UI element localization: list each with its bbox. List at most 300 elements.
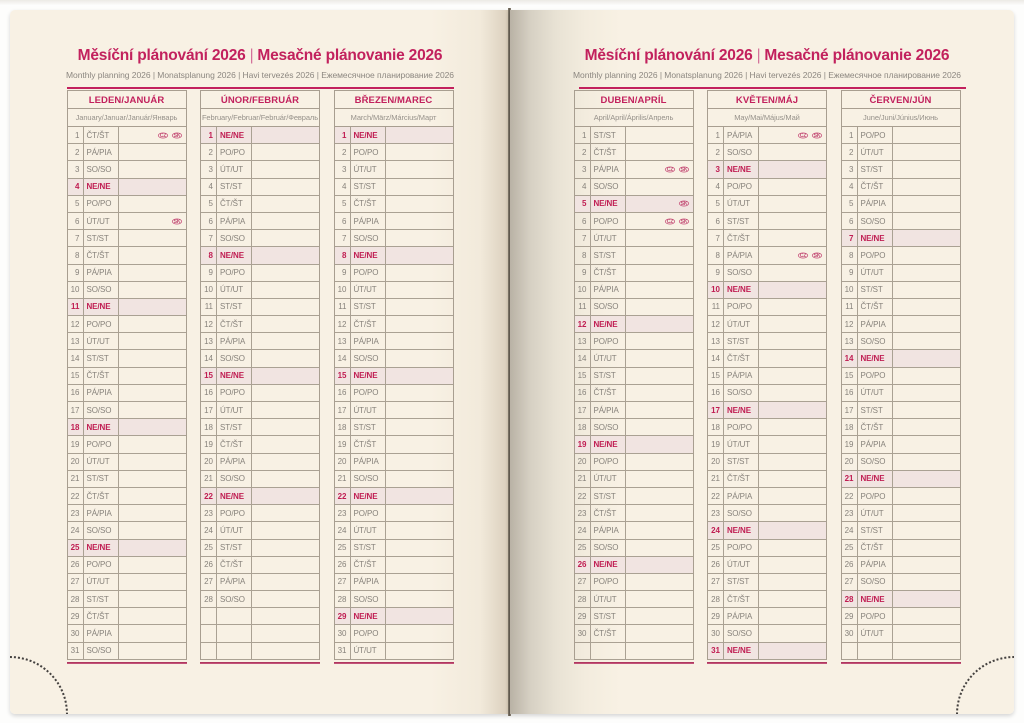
day-name: PÁ/PIA (351, 333, 386, 349)
notes-cell (759, 213, 826, 229)
day-number: 6 (335, 213, 351, 229)
day-number: 28 (575, 591, 591, 607)
notes-cell (386, 127, 453, 143)
day-number: 3 (842, 161, 858, 177)
day-name: SO/SO (84, 643, 119, 659)
day-number: 27 (335, 574, 351, 590)
page-title (10, 46, 510, 66)
day-number: 27 (201, 574, 217, 590)
notes-cell (893, 540, 960, 556)
day-name: ÚT/UT (724, 436, 759, 452)
day-row (201, 350, 319, 367)
notes-cell (386, 625, 453, 641)
day-row (575, 282, 693, 299)
day-name: SO/SO (724, 265, 759, 281)
day-number: 26 (575, 557, 591, 573)
day-name: PO/PO (858, 488, 893, 504)
day-number: 19 (68, 436, 84, 452)
day-name: PO/PO (591, 213, 626, 229)
day-number: 24 (68, 522, 84, 538)
day-row (335, 557, 453, 574)
day-number: 7 (708, 230, 724, 246)
notes-cell (119, 230, 186, 246)
day-row (575, 540, 693, 557)
day-row (575, 608, 693, 625)
day-number: 24 (708, 522, 724, 538)
day-row (708, 436, 826, 453)
months-right (574, 90, 961, 664)
day-row (201, 299, 319, 316)
notes-cell (252, 144, 319, 160)
day-name: ÚT/UT (217, 282, 252, 298)
day-number: 22 (842, 488, 858, 504)
day-row (68, 247, 186, 264)
day-number: 25 (575, 540, 591, 556)
notes-cell (119, 557, 186, 573)
day-name: PÁ/PIA (84, 144, 119, 160)
day-name: PO/PO (591, 454, 626, 470)
day-number: 13 (575, 333, 591, 349)
day-number: 9 (708, 265, 724, 281)
day-row (842, 350, 960, 367)
day-name: SO/SO (351, 591, 386, 607)
day-number: 30 (575, 625, 591, 641)
day-row (842, 557, 960, 574)
day-name: ST/ST (351, 179, 386, 195)
day-name: NE/NE (724, 161, 759, 177)
notes-cell (759, 625, 826, 641)
day-row (842, 299, 960, 316)
notes-cell (626, 144, 693, 160)
title-czech: Měsíční plánování 2026 (77, 47, 246, 64)
day-row (335, 299, 453, 316)
day-number: 11 (68, 299, 84, 315)
day-number: 3 (335, 161, 351, 177)
notes-cell (893, 574, 960, 590)
day-name: PO/PO (84, 316, 119, 332)
day-number: 3 (575, 161, 591, 177)
day-number: 19 (708, 436, 724, 452)
day-number: 5 (335, 196, 351, 212)
day-row (68, 282, 186, 299)
day-name: ST/ST (591, 488, 626, 504)
notes-cell (119, 522, 186, 538)
day-number: 20 (68, 454, 84, 470)
notes-cell (893, 625, 960, 641)
day-number: 14 (201, 350, 217, 366)
notes-cell (386, 299, 453, 315)
day-name: PO/PO (858, 368, 893, 384)
notes-cell (759, 144, 826, 160)
day-row (201, 247, 319, 264)
notes-cell (893, 591, 960, 607)
notes-cell (626, 333, 693, 349)
photo-top-edge (0, 0, 1024, 6)
notes-cell (119, 454, 186, 470)
day-number: 29 (68, 608, 84, 624)
notes-cell (119, 127, 186, 143)
day-row (201, 574, 319, 591)
day-name: SO/SO (724, 385, 759, 401)
day-row (335, 333, 453, 350)
day-row (708, 196, 826, 213)
day-name: PÁ/PIA (858, 196, 893, 212)
day-row (335, 265, 453, 282)
day-row (842, 591, 960, 608)
day-row (708, 454, 826, 471)
day-row (842, 436, 960, 453)
day-number: 8 (201, 247, 217, 263)
notes-cell (119, 574, 186, 590)
day-name: SO/SO (858, 213, 893, 229)
day-row (68, 230, 186, 247)
day-row (68, 385, 186, 402)
day-number: 14 (68, 350, 84, 366)
day-row (708, 471, 826, 488)
day-row (575, 625, 693, 642)
day-name: PÁ/PIA (858, 557, 893, 573)
day-name: PÁ/PIA (724, 247, 759, 263)
day-number: 11 (842, 299, 858, 315)
day-row (842, 505, 960, 522)
day-name: ÚT/UT (858, 385, 893, 401)
day-row (708, 488, 826, 505)
notes-cell (252, 368, 319, 384)
day-number: 13 (201, 333, 217, 349)
day-name: ÚT/UT (351, 402, 386, 418)
day-name: ČT/ŠT (217, 436, 252, 452)
day-number: 28 (201, 591, 217, 607)
day-name: ČT/ŠT (84, 488, 119, 504)
day-name: ČT/ŠT (858, 419, 893, 435)
cz-holiday-badge: CZ (666, 167, 673, 173)
notes-cell (626, 643, 693, 659)
day-name: ČT/ŠT (351, 436, 386, 452)
day-number: 30 (68, 625, 84, 641)
day-number: 5 (68, 196, 84, 212)
notes-cell (252, 488, 319, 504)
day-number: 1 (335, 127, 351, 143)
day-number: 3 (68, 161, 84, 177)
month-header-march: BŘEZEN/MAREC (334, 90, 454, 109)
day-number: 7 (68, 230, 84, 246)
day-name: ČT/ŠT (351, 557, 386, 573)
day-row (68, 488, 186, 505)
notes-cell (626, 247, 693, 263)
day-row (575, 368, 693, 385)
notes-cell (759, 196, 826, 212)
notes-cell (893, 282, 960, 298)
notes-cell (252, 299, 319, 315)
day-number: 1 (842, 127, 858, 143)
notes-cell (386, 179, 453, 195)
day-number: 21 (708, 471, 724, 487)
day-number: 17 (708, 402, 724, 418)
day-row (708, 299, 826, 316)
day-row (68, 368, 186, 385)
day-row (335, 350, 453, 367)
day-name: NE/NE (724, 282, 759, 298)
day-name: ČT/ŠT (84, 608, 119, 624)
day-row (201, 368, 319, 385)
day-name: NE/NE (591, 196, 626, 212)
notes-cell (893, 402, 960, 418)
day-row (575, 557, 693, 574)
sk-holiday-badge: SK (680, 218, 687, 225)
notes-cell (119, 471, 186, 487)
day-row (842, 179, 960, 196)
day-number: 16 (708, 385, 724, 401)
day-number: 25 (335, 540, 351, 556)
day-number: 22 (201, 488, 217, 504)
day-number: 12 (68, 316, 84, 332)
day-row (68, 213, 186, 230)
month-subheader-january: January/Januar/Január/Январь (67, 109, 187, 127)
day-number: 2 (708, 144, 724, 160)
day-row (68, 402, 186, 419)
notes-cell (893, 299, 960, 315)
day-name: ÚT/UT (351, 643, 386, 659)
day-name: SO/SO (84, 282, 119, 298)
title-separator: | (249, 47, 254, 64)
day-row (335, 230, 453, 247)
day-number: 16 (335, 385, 351, 401)
day-row (708, 643, 826, 660)
day-row (68, 179, 186, 196)
day-name: ST/ST (84, 350, 119, 366)
day-row (708, 230, 826, 247)
day-name: NE/NE (858, 350, 893, 366)
day-row (708, 419, 826, 436)
notes-cell (386, 213, 453, 229)
header-rule (579, 87, 966, 89)
day-row (335, 179, 453, 196)
day-name: PO/PO (351, 385, 386, 401)
day-number: 15 (68, 368, 84, 384)
day-number: 12 (708, 316, 724, 332)
day-name (217, 608, 252, 624)
day-name: PO/PO (84, 196, 119, 212)
day-number (201, 625, 217, 641)
day-number: 7 (575, 230, 591, 246)
day-row (201, 505, 319, 522)
notes-cell (626, 419, 693, 435)
notes-cell (386, 608, 453, 624)
notes-cell (893, 230, 960, 246)
day-name: SO/SO (724, 505, 759, 521)
day-name: SO/SO (351, 471, 386, 487)
day-row (842, 265, 960, 282)
notes-cell (119, 402, 186, 418)
month-header-june: ČERVEN/JÚN (841, 90, 961, 109)
day-name: ST/ST (858, 402, 893, 418)
notes-cell (626, 196, 693, 212)
day-name: SO/SO (858, 333, 893, 349)
day-name: ČT/ŠT (858, 179, 893, 195)
day-name: ÚT/UT (724, 196, 759, 212)
day-name: ČT/ŠT (591, 505, 626, 521)
notes-cell (119, 385, 186, 401)
day-number: 25 (201, 540, 217, 556)
months-left (67, 90, 454, 664)
notes-cell (893, 419, 960, 435)
sk-holiday-badge: SK (173, 218, 180, 225)
day-number: 12 (575, 316, 591, 332)
day-name: SO/SO (217, 230, 252, 246)
day-number: 13 (68, 333, 84, 349)
notes-cell (893, 350, 960, 366)
page-right (510, 10, 1014, 714)
notes-cell (386, 333, 453, 349)
day-row (575, 230, 693, 247)
day-row (335, 540, 453, 557)
notes-cell (386, 505, 453, 521)
day-name: PO/PO (591, 574, 626, 590)
day-row (708, 625, 826, 642)
empty-row (842, 643, 960, 660)
day-number: 30 (842, 625, 858, 641)
cz-holiday-badge: CZ (159, 132, 166, 139)
day-number: 22 (575, 488, 591, 504)
notes-cell (252, 540, 319, 556)
day-row (68, 299, 186, 316)
day-number: 11 (575, 299, 591, 315)
perforated-corner-left (10, 656, 68, 714)
day-number: 29 (708, 608, 724, 624)
notes-cell (626, 505, 693, 521)
notes-cell (252, 265, 319, 281)
notes-cell (893, 333, 960, 349)
notes-cell (252, 557, 319, 573)
day-name: NE/NE (84, 419, 119, 435)
day-number: 23 (708, 505, 724, 521)
day-number: 18 (575, 419, 591, 435)
day-number: 20 (201, 454, 217, 470)
day-name: ČT/ŠT (724, 230, 759, 246)
day-number: 26 (842, 557, 858, 573)
notes-cell (252, 247, 319, 263)
notes-cell (119, 488, 186, 504)
day-number: 21 (575, 471, 591, 487)
day-row (335, 608, 453, 625)
day-name: ČT/ŠT (591, 144, 626, 160)
day-number: 23 (842, 505, 858, 521)
day-row (335, 161, 453, 178)
notes-cell (759, 608, 826, 624)
day-number: 27 (575, 574, 591, 590)
day-number: 17 (575, 402, 591, 418)
day-number: 31 (335, 643, 351, 659)
day-row (201, 161, 319, 178)
day-row (335, 591, 453, 608)
day-number: 9 (575, 265, 591, 281)
day-name: PÁ/PIA (84, 505, 119, 521)
day-name: SO/SO (217, 591, 252, 607)
day-row (201, 454, 319, 471)
day-number: 12 (335, 316, 351, 332)
day-row (575, 591, 693, 608)
day-name: SO/SO (217, 350, 252, 366)
day-name: ÚT/UT (591, 591, 626, 607)
notes-cell (759, 350, 826, 366)
day-name: ČT/ŠT (724, 350, 759, 366)
notes-cell (386, 282, 453, 298)
day-name: PO/PO (84, 436, 119, 452)
day-row (201, 471, 319, 488)
month-january (67, 90, 187, 664)
notes-cell (759, 127, 826, 143)
day-name: NE/NE (724, 522, 759, 538)
notes-cell (252, 402, 319, 418)
day-name: ÚT/UT (84, 333, 119, 349)
day-name: PO/PO (724, 179, 759, 195)
day-row (68, 127, 186, 144)
day-row (708, 316, 826, 333)
day-row (708, 522, 826, 539)
day-row (201, 282, 319, 299)
day-row (575, 179, 693, 196)
day-name: PÁ/PIA (591, 161, 626, 177)
notes-cell (893, 471, 960, 487)
day-name: ST/ST (351, 419, 386, 435)
empty-row (201, 643, 319, 660)
notes-cell (759, 557, 826, 573)
day-name: NE/NE (84, 179, 119, 195)
day-name: PO/PO (858, 127, 893, 143)
day-name: PO/PO (217, 144, 252, 160)
month-subheader-march: March/März/Március/Март (334, 109, 454, 127)
day-number: 10 (842, 282, 858, 298)
day-row (575, 419, 693, 436)
day-number: 16 (68, 385, 84, 401)
day-name: PÁ/PIA (217, 574, 252, 590)
day-name: SO/SO (217, 471, 252, 487)
day-number: 14 (708, 350, 724, 366)
day-number: 15 (335, 368, 351, 384)
day-number: 4 (335, 179, 351, 195)
notes-cell (386, 574, 453, 590)
day-number: 28 (68, 591, 84, 607)
day-row (575, 350, 693, 367)
day-name: ÚT/UT (591, 230, 626, 246)
day-row (575, 213, 693, 230)
day-name: ST/ST (724, 574, 759, 590)
notes-cell (386, 436, 453, 452)
notes-cell (252, 591, 319, 607)
day-number: 19 (335, 436, 351, 452)
notes-cell (893, 247, 960, 263)
sk-holiday-badge: SK (680, 167, 687, 173)
month-april (574, 90, 694, 664)
day-number: 27 (708, 574, 724, 590)
day-name: PÁ/PIA (724, 488, 759, 504)
notes-cell (386, 385, 453, 401)
day-number: 4 (708, 179, 724, 195)
day-row (575, 127, 693, 144)
day-number: 30 (335, 625, 351, 641)
day-name: PO/PO (858, 247, 893, 263)
day-number: 23 (335, 505, 351, 521)
notes-cell (252, 161, 319, 177)
day-name: ST/ST (217, 419, 252, 435)
day-row (335, 419, 453, 436)
day-number: 28 (842, 591, 858, 607)
day-number: 22 (68, 488, 84, 504)
day-name: PÁ/PIA (351, 454, 386, 470)
day-row (68, 540, 186, 557)
notes-cell (759, 419, 826, 435)
day-number: 18 (842, 419, 858, 435)
